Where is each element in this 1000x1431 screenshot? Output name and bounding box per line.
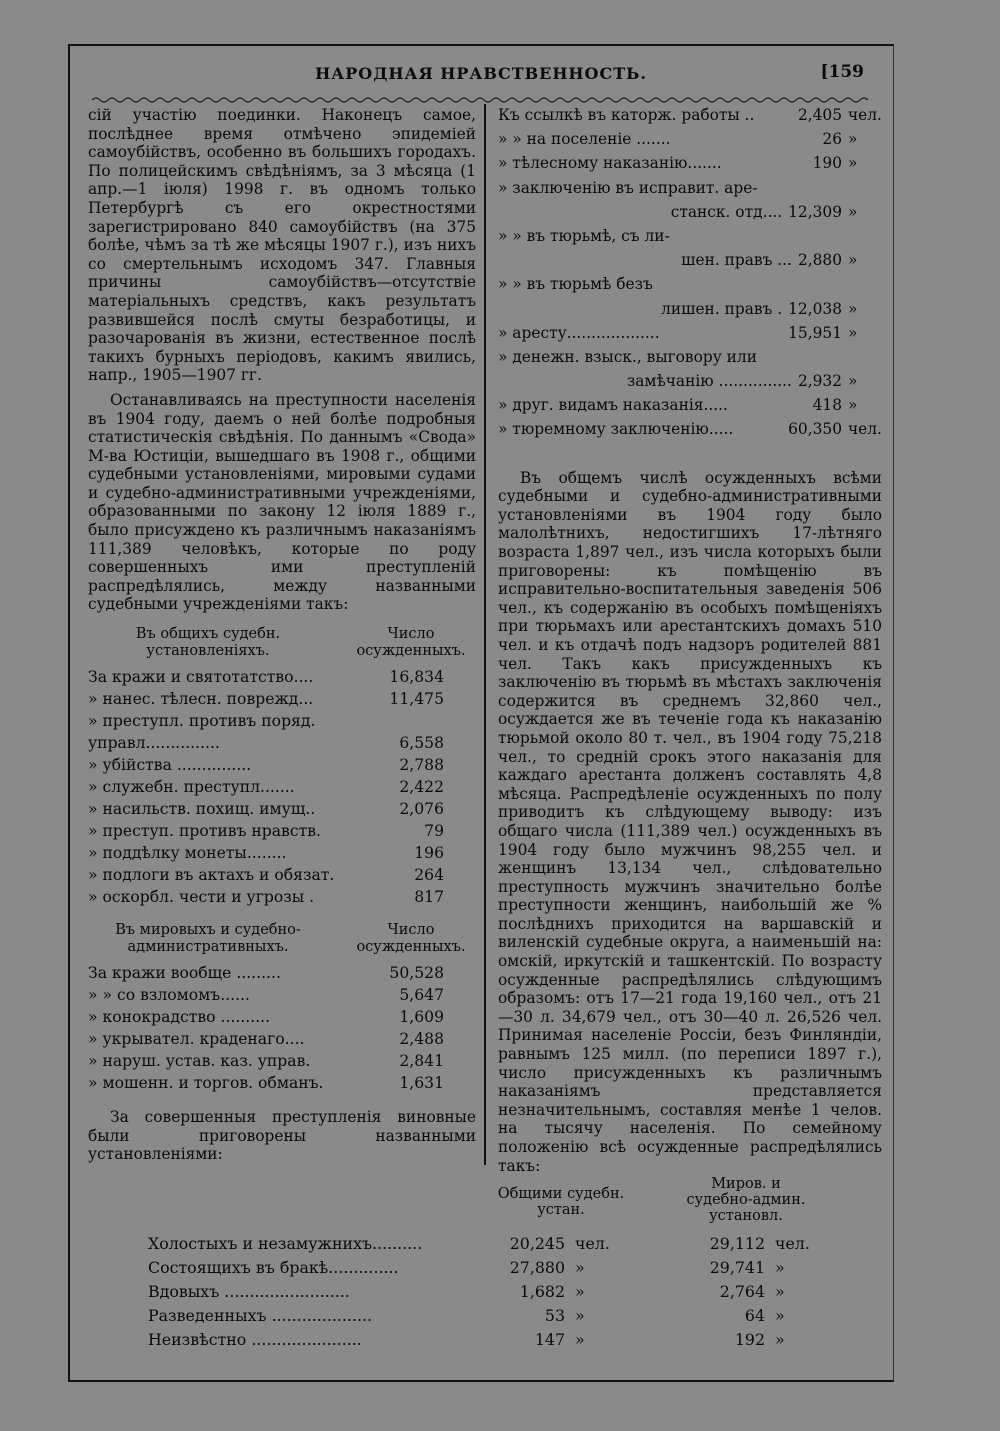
row-value: 16,834 — [389, 668, 444, 687]
row-value: 196 — [414, 844, 444, 863]
row-value: 1,631 — [399, 1074, 444, 1093]
list-item — [498, 251, 882, 275]
list-item — [498, 130, 882, 154]
item-unit: » — [848, 372, 858, 391]
list-item — [498, 300, 882, 324]
wavy-rule — [92, 96, 872, 104]
list-item — [498, 275, 882, 299]
table-row — [88, 690, 476, 712]
table2-head-left: Въ мировыхъ и судебно-административныхъ. — [115, 922, 301, 956]
row-label: » укрывател. краденаго.... — [88, 1030, 305, 1049]
table-row — [88, 712, 476, 734]
item-value: 15,951 — [788, 323, 842, 342]
row-value: 1,609 — [399, 1008, 444, 1027]
table2-head-right: Число осужденныхъ. — [356, 922, 466, 956]
row-label: » поддѣлку монеты........ — [88, 844, 287, 863]
row-unit-2: » — [775, 1282, 785, 1301]
row-label: Разведенныхъ .................... — [148, 1306, 373, 1325]
row-unit-1: чел. — [575, 1234, 610, 1253]
item-unit: » — [848, 154, 858, 173]
row-value-2: 2,764 — [719, 1282, 765, 1301]
item-label: » друг. видамъ наказанія..... — [498, 396, 728, 415]
item-value: 12,309 — [788, 202, 842, 221]
item-unit: » — [848, 323, 858, 342]
row-label: » убійства ............... — [88, 756, 252, 775]
item-unit: чел. — [848, 420, 882, 439]
table-row — [148, 1282, 825, 1301]
item-value: 26 — [822, 130, 842, 149]
right-column — [498, 106, 882, 1175]
row-value-1: 20,245 — [509, 1234, 565, 1253]
row-value: 2,788 — [399, 756, 444, 775]
row-unit-2: » — [775, 1258, 785, 1277]
item-value: 2,405 — [797, 106, 842, 124]
item-value: 60,350 — [788, 420, 842, 439]
item-value: 2,880 — [797, 251, 842, 270]
row-label: Неизвѣстно ...................... — [148, 1330, 362, 1349]
row-value: 2,076 — [399, 800, 444, 819]
page-header — [68, 62, 894, 92]
item-label: » тюремному заключенію..... — [498, 420, 734, 439]
table-row — [148, 1258, 825, 1277]
row-label: » преступл. противъ поряд. — [88, 712, 316, 731]
left-paragraph-2: Останавливаясь на преступности населенія въ 1904 году, даемъ о ней болѣе подробныя статистическія свѣдѣнія. По даннымъ «Свода» М-ва Юстиціи, вышедшаго въ 1908 г., общими судебными установленіями, мировыми судами и судебно-административными учрежденіями, образованными по закону 12 іюля 1889 г., было присуждено къ различнымъ наказаніямъ 111,389 человѣкъ, которые по роду совершенныхъ ими преступленій распредѣлялись, между названными судебными учрежденіями такъ: — [88, 390, 476, 614]
list-item — [498, 396, 882, 420]
table1-head-left: Въ общихъ судебн. установленіяхъ. — [135, 626, 281, 660]
row-value-2: 64 — [744, 1306, 765, 1325]
item-unit: » — [848, 396, 858, 415]
table-row — [88, 822, 476, 844]
page-number: [159 — [820, 62, 864, 82]
table-row — [88, 1074, 476, 1096]
row-value-1: 147 — [534, 1330, 565, 1349]
item-label: » тѣлесному наказанію....... — [498, 154, 722, 173]
row-unit-2: » — [775, 1330, 785, 1349]
row-label: » конокрадство .......... — [88, 1008, 271, 1027]
table1-head-right: Число осужденныхъ. — [356, 626, 466, 660]
item-unit: » — [848, 299, 858, 318]
list-item — [498, 106, 882, 130]
table-row — [88, 756, 476, 778]
right-paragraph: Въ общемъ числѣ осужденныхъ всѣми судебными и судебно-административными установленіями въ 1904 году было малолѣтнихъ, недостигшихъ 17-лѣтняго возраста 1,897 чел., изъ числа которыхъ были приговорены: къ помѣщенію въ исправительно-воспитательныя заведенія 506 чел., къ содержанію въ особыхъ помѣщеніяхъ при тюрьмахъ или арестантскихъ домахъ 510 чел. и къ отдачѣ подъ надзоръ родителей 881 чел. Такъ какъ присужденныхъ къ заключенію въ тюрьмѣ въ мѣстахъ заключенія содержится въ среднемъ 32,860 чел., осуждается же въ теченіе года къ наказанію тюрьмой около 80 т. чел., въ 1904 году 75,218 чел., то средній срокъ этого наказанія для каждаго арестанта долженъ составлять 4,8 мѣсяца. Распредѣленіе осужденныхъ по полу приводитъ къ слѣдующему выводу: изъ общаго числа (111,389 чел.) осужденныхъ въ 1904 году было мужчинъ 98,255 чел. и женщинъ 13,134 чел., слѣдовательно преступность мужчинъ значительно болѣе преступности женщинъ, наибольшій же % послѣднихъ приходится на варшавскій и виленскій судебные округа, а наименьшій на: омскій, иркутскій и ташкентскій. По возрасту осужденные распредѣлялись слѣдующимъ образомъ: отъ 17—21 года 19,160 чел., отъ 21—30 л. 34,679 чел., отъ 30—40 л. 26,526 чел. Принимая населеніе Россіи, безъ Финляндіи, равнымъ 125 милл. (по переписи 1897 г.), число присужденныхъ къ различнымъ наказаніямъ представляется незначительнымъ, составляя менѣе 1 челов. на тысячу населенія. По семейному положенію всѣ осужденные распредѣлялись такъ: — [498, 468, 882, 1175]
row-unit-1: » — [575, 1282, 585, 1301]
row-label: Состоящихъ въ бракѣ.............. — [148, 1258, 399, 1277]
item-unit: » — [848, 130, 858, 149]
row-value-2: 29,112 — [709, 1234, 765, 1253]
item-label: шен. правъ ... — [681, 251, 792, 270]
table2-header — [88, 922, 476, 956]
item-label: лишен. правъ . — [661, 299, 783, 318]
row-value-1: 53 — [544, 1306, 565, 1325]
item-label: Къ ссылкѣ въ каторж. работы .. — [498, 106, 755, 124]
item-label: » денежн. взыск., выговору или — [498, 347, 757, 366]
row-label: » подлоги въ актахъ и обязат. — [88, 866, 335, 885]
row-value: 50,528 — [389, 964, 444, 983]
row-value: 264 — [414, 866, 444, 885]
list-item — [498, 179, 882, 203]
left-paragraph-3: За совершенныя преступленія виновные были приговорены названными установленіями: — [88, 1108, 476, 1164]
table-row — [88, 986, 476, 1008]
row-value: 79 — [424, 822, 444, 841]
list-item — [498, 372, 882, 396]
list-item — [498, 227, 882, 251]
row-label: Вдовыхъ ......................... — [148, 1282, 350, 1301]
row-unit-1: » — [575, 1306, 585, 1325]
table1-header — [88, 626, 476, 660]
row-label: » преступ. противъ нравств. — [88, 822, 321, 841]
row-unit-2: » — [775, 1306, 785, 1325]
item-label: » аресту................... — [498, 323, 660, 342]
row-value: 6,558 — [399, 734, 444, 753]
item-label: замѣчанію ............... — [626, 372, 792, 391]
table-row — [88, 1052, 476, 1074]
row-value: 11,475 — [389, 690, 444, 709]
table-row — [88, 964, 476, 986]
table-row — [148, 1234, 825, 1253]
item-unit: чел. — [848, 106, 882, 124]
list-item — [498, 420, 882, 444]
table2-body — [88, 964, 476, 1096]
table-row — [148, 1330, 825, 1349]
row-value: 5,647 — [399, 986, 444, 1005]
table-row — [88, 844, 476, 866]
row-label: » наруш. устав. каз. управ. — [88, 1052, 311, 1071]
item-value: 2,932 — [797, 372, 842, 391]
item-label: » » въ тюрьмѣ безъ — [498, 275, 653, 294]
item-value: 12,038 — [788, 299, 842, 318]
table-row — [88, 734, 476, 756]
row-label: » насильств. похищ. имущ.. — [88, 800, 316, 819]
row-label: » мошенн. и торгов. обманъ. — [88, 1074, 324, 1093]
row-value: 2,841 — [399, 1052, 444, 1071]
row-label: Холостыхъ и незамужнихъ.......... — [148, 1234, 423, 1253]
row-unit-1: » — [575, 1330, 585, 1349]
row-label: управл............... — [88, 734, 220, 753]
table-row — [88, 1008, 476, 1030]
row-unit-1: » — [575, 1258, 585, 1277]
table-row — [88, 1030, 476, 1052]
column-divider — [484, 104, 486, 1165]
row-label: » оскорбл. чести и угрозы . — [88, 888, 315, 907]
table-row — [88, 778, 476, 800]
item-label: » » на поселеніе ....... — [498, 130, 671, 149]
bottom-head-1: Общими судебн. устан. — [497, 1186, 625, 1218]
punishment-list — [498, 106, 882, 445]
list-item — [498, 154, 882, 178]
row-label: » служебн. преступл....... — [88, 778, 295, 797]
row-value: 2,422 — [399, 778, 444, 797]
table-row — [88, 888, 476, 910]
item-value: 190 — [812, 154, 842, 173]
item-unit: » — [848, 251, 858, 270]
list-item — [498, 324, 882, 348]
item-label: » заключенію въ исправит. аре- — [498, 178, 758, 197]
table-row — [88, 800, 476, 822]
item-label: станск. отд.... — [670, 202, 783, 221]
row-value-1: 1,682 — [519, 1282, 565, 1301]
list-item — [498, 203, 882, 227]
row-label: За кражи и святотатство.... — [88, 668, 314, 687]
list-item — [498, 348, 882, 372]
item-label: » » въ тюрьмѣ, съ ли- — [498, 226, 670, 245]
row-value: 2,488 — [399, 1030, 444, 1049]
row-value-2: 192 — [734, 1330, 765, 1349]
row-label: » нанес. тѣлесн. поврежд... — [88, 690, 314, 709]
table1-body — [88, 668, 476, 910]
row-value-1: 27,880 — [509, 1258, 565, 1277]
row-value-2: 29,741 — [709, 1258, 765, 1277]
row-value: 817 — [414, 888, 444, 907]
row-unit-2: чел. — [775, 1234, 810, 1253]
item-unit: » — [848, 202, 858, 221]
bottom-head-2: Миров. и судебно-админ. установл. — [686, 1176, 806, 1224]
table-row — [88, 668, 476, 690]
item-value: 418 — [812, 396, 842, 415]
row-label: За кражи вообще ......... — [88, 964, 281, 983]
table-row — [88, 866, 476, 888]
table-row — [148, 1306, 825, 1325]
running-title: НАРОДНАЯ НРАВСТВЕННОСТЬ. — [315, 64, 647, 83]
left-column — [88, 106, 476, 1164]
row-label: » » со взломомъ...... — [88, 986, 250, 1005]
left-paragraph-1: сій участію поединки. Наконецъ самое, послѣднее время отмѣчено эпидеміей самоубійствъ, особенно въ большихъ городахъ. По полицейскимъ свѣдѣніямъ, за 3 мѣсяца (1 апр.—1 іюля) 1998 г. въ одномъ только Петербургѣ съ его окрестностями зарегистрировано 840 самоубійствъ (на 375 болѣе, чѣмъ за тѣ же мѣсяцы 1907 г.), изъ нихъ со смертельнымъ исходомъ 347. Главныя причины самоубійствъ—отсутствіе матеріальныхъ средствъ, какъ результатъ развившейся послѣ смуты безработицы, и разочарованія въ жизни, естественное послѣ такихъ бурныхъ періодовъ, какимъ явились, напр., 1905—1907 гг. — [88, 106, 476, 385]
